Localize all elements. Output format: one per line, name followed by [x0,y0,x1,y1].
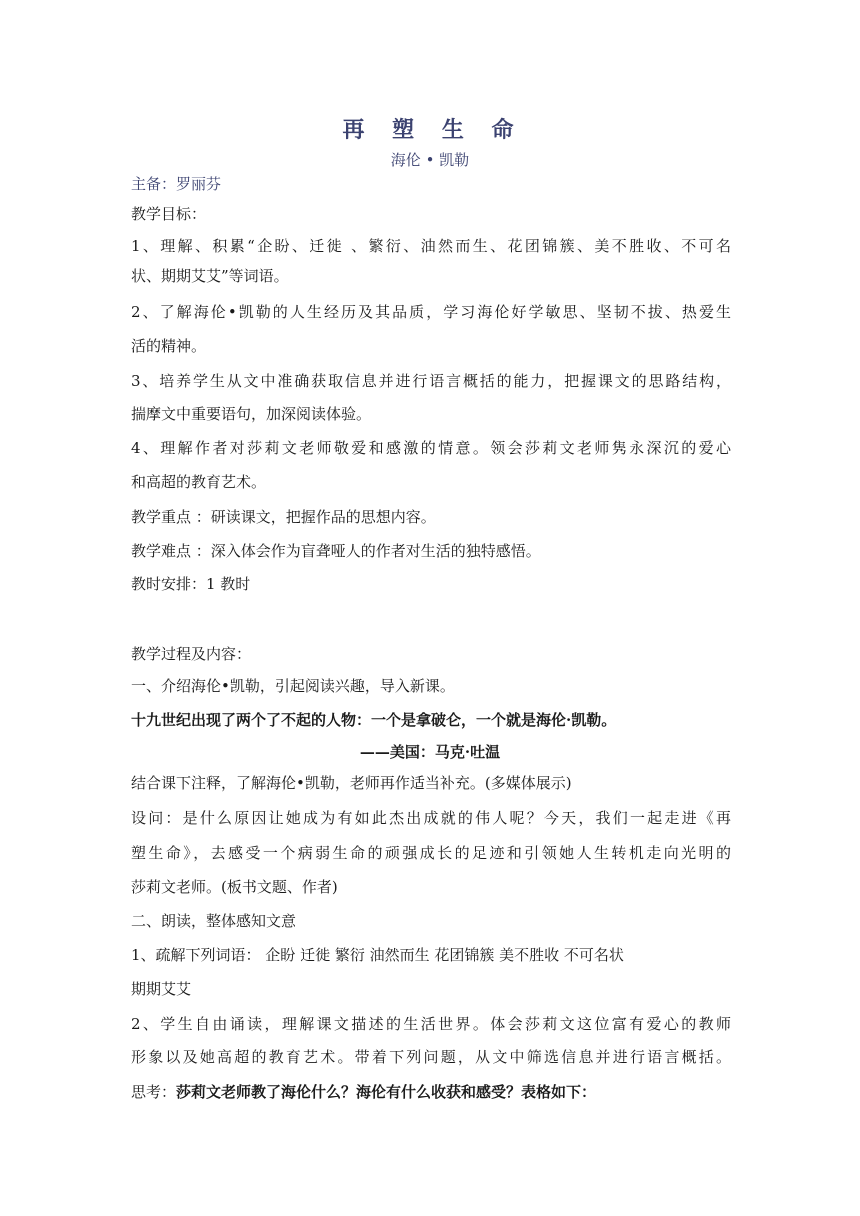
quote-source: ——美国：马克·吐温 [359,743,501,761]
difficulty-line: 教学难点 ：深入体会作为盲聋哑人的作者对生活的独特感悟。 [131,542,541,560]
goal3-line-b: 揣摩文中重要语句，加深阅读体验。 [131,405,372,423]
notes-line: 结合课下注释，了解海伦•凯勒，老师再作适当补充。(多媒体展示) [131,774,572,792]
think-line [131,1082,731,1102]
ask-line-c: 莎莉文老师。(板书文题、作者) [131,878,338,896]
schedule-line: 教时安排：1 教时 [131,575,251,593]
section2-heading: 二、朗读，整体感知文意 [131,912,297,930]
quote-line: 十九世纪出现了两个了不起的人物：一个是拿破仑，一个就是海伦·凯勒。 [131,711,617,729]
ask-line-a: 设问：是什么原因让她成为有如此杰出成就的伟人呢？今天，我们一起走进《再 [131,809,731,827]
goal2-line-a: 2、了解海伦•凯勒的人生经历及其品质，学习海伦好学敏思、坚韧不拔、热爱生 [131,303,731,321]
goal4-line-a: 4、理解作者对莎莉文老师敬爱和感激的情意。领会莎莉文老师隽永深沉的爱心 [131,439,731,457]
goal1-line-a: 1、理解、积累“企盼、迁徙 、繁衍、油然而生、花团锦簇、美不胜收、不可名 [131,237,731,255]
goal1-line-b: 状、期期艾艾”等词语。 [131,267,289,285]
goal4-line-b: 和高超的教育艺术。 [131,473,267,491]
read-line-a: 2、学生自由诵读，理解课文描述的生活世界。体会莎莉文这位富有爱心的教师 [131,1015,731,1033]
goal3-line-a: 3、培养学生从文中准确获取信息并进行语言概括的能力，把握课文的思路结构， [131,372,731,390]
author-subtitle: 海伦 • 凯勒 [390,151,470,169]
goal2-line-b: 活的精神。 [131,337,207,355]
process-heading: 教学过程及内容： [131,645,252,663]
goal-heading: 教学目标： [131,205,207,223]
think-question: 莎莉文老师教了海伦什么？海伦有什么收获和感受？表格如下： [176,1083,597,1101]
ask-line-b: 塑生命》，去感受一个病弱生命的顽强成长的足迹和引领她人生转机走向光明的 [131,844,731,862]
section1-heading: 一、介绍海伦•凯勒，引起阅读兴趣，导入新课。 [131,677,455,695]
vocab-line-b: 期期艾艾 [131,980,192,998]
preparer-line: 主备：罗丽芬 [131,175,222,193]
think-label: 思考： [131,1083,177,1101]
key-point-line: 教学重点 ：研读课文，把握作品的思想内容。 [131,508,436,526]
vocab-line-a: 1、疏解下列词语： 企盼 迁徙 繁衍 油然而生 花团锦簇 美不胜收 不可名状 [131,946,624,964]
page-title: 再 塑 生 命 [342,117,524,143]
read-line-b: 形象以及她高超的教育艺术。带着下列问题，从文中筛选信息并进行语言概括。 [131,1048,731,1066]
